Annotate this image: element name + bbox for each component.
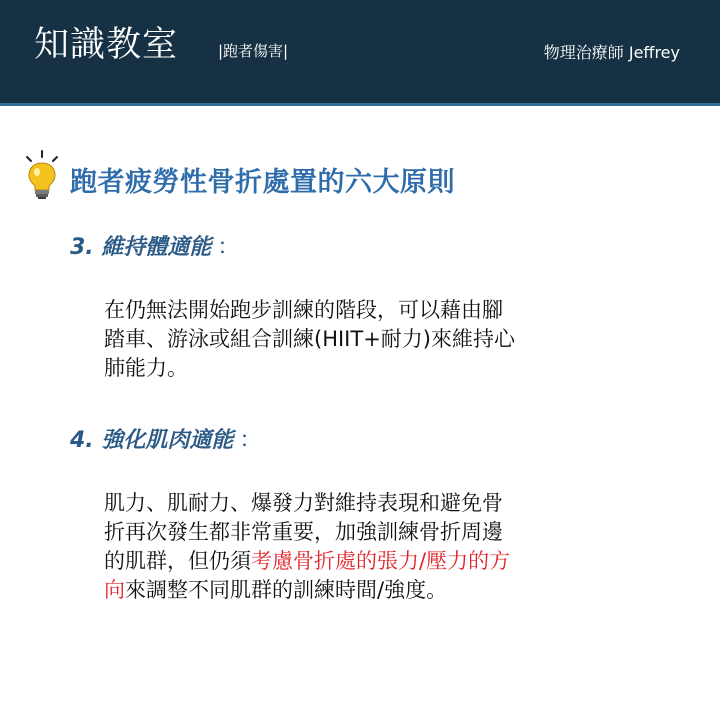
paragraph-text: 的肌群，但仍須 — [104, 549, 251, 573]
paragraph-line: 肺能力。 — [104, 356, 188, 380]
section-heading-colon: ： — [217, 235, 240, 260]
section-heading-4 — [70, 430, 261, 452]
paragraph-line — [104, 547, 644, 576]
lightbulb-icon — [22, 150, 62, 200]
paragraph-line: 踏車、游泳或組合訓練(HIIT+耐力)來維持心 — [104, 327, 515, 351]
header-bar — [0, 0, 720, 106]
section-heading-3 — [70, 237, 239, 259]
paragraph-line — [104, 576, 644, 605]
section-paragraph-4 — [104, 489, 644, 605]
main-title: 跑者疲勞性骨折處置的六大原則 — [70, 167, 455, 198]
category-label: |跑者傷害| — [218, 42, 289, 60]
paragraph-line: 折再次發生都非常重要，加強訓練骨折周邊 — [104, 520, 503, 544]
paragraph-text: 來調整不同肌群的訓練時間/強度。 — [125, 578, 448, 602]
highlight-text: 向 — [104, 578, 125, 602]
highlight-text: 考慮骨折處的張力/壓力的方 — [251, 549, 511, 573]
section-paragraph-3 — [104, 296, 644, 383]
paragraph-line: 肌力、肌耐力、爆發力對維持表現和避免骨 — [104, 491, 503, 515]
section-heading-text: 4. 強化肌肉適能 — [70, 428, 234, 453]
author-label: 物理治療師 Jeffrey — [543, 43, 680, 62]
paragraph-line: 在仍無法開始跑步訓練的階段，可以藉由腳 — [104, 298, 503, 322]
brand-title: 知識教室 — [34, 25, 179, 65]
section-heading-text: 3. 維持體適能 — [70, 235, 212, 260]
section-heading-colon: ： — [239, 428, 262, 453]
